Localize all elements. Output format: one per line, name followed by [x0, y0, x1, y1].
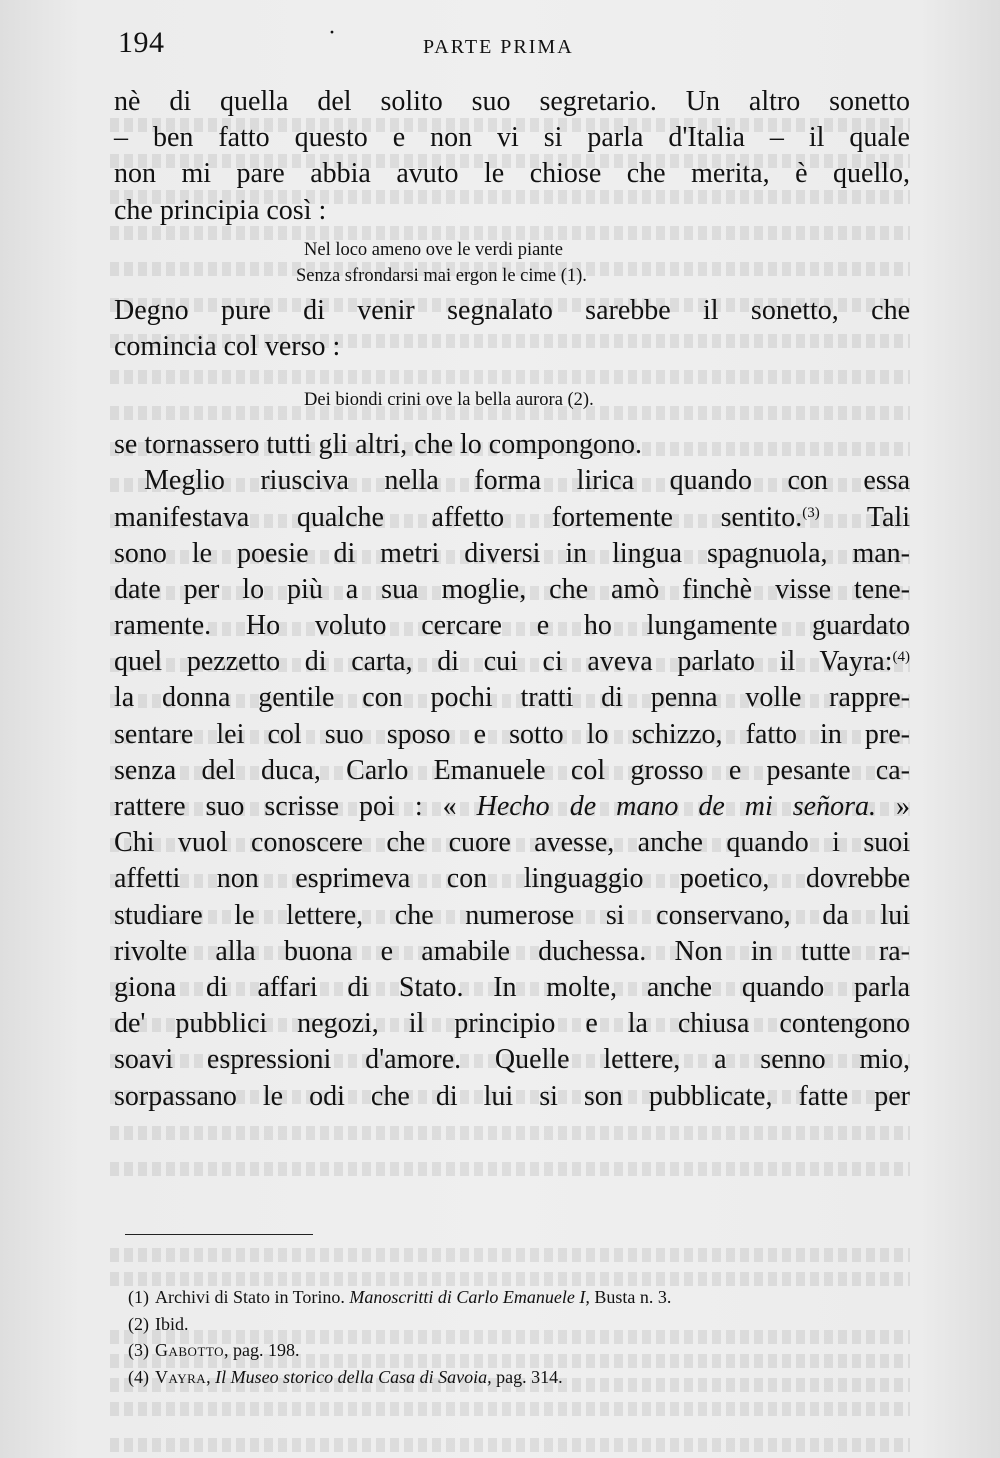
text-line: nè di quella del solito suo segretario. Un altro sonetto	[114, 86, 910, 117]
verse-line: Dei biondi crini ove la bella aurora (2).	[304, 390, 594, 411]
text-line: quel pezzetto di carta, di cui ci aveva parlato il Vayra:$^{(4)}$	[114, 646, 910, 678]
text-line: ramente. Ho voluto cercare e ho lungamente guardato	[114, 610, 910, 642]
verse-line: Nel loco ameno ove le verdi piante	[304, 239, 563, 260]
spanish-quotation: Hecho de mano de mi señora.	[476, 791, 876, 822]
verse-line: Senza sfrondarsi mai ergon le cime (1).	[296, 265, 587, 286]
running-head-title: PARTE PRIMA	[423, 36, 574, 58]
text-line: studiare le lettere, che numerose si conservano, da lui	[114, 899, 910, 931]
footnote-3: (3) Gabotto, pag. 198.	[128, 1340, 300, 1360]
footnote-ref-4: (4)	[892, 649, 910, 666]
footnote-rule	[125, 1234, 313, 1235]
text-line: senza del duca, Carlo Emanuele col grosso e pesante ca-	[114, 754, 910, 786]
verse-quotation-2	[304, 387, 910, 413]
text-line: sorpassano le odi che di lui si son pubblicate, fatte per	[114, 1080, 910, 1112]
text-line: date per lo più a sua moglie, che amò finchè visse tene-	[114, 573, 910, 605]
main-text	[114, 84, 910, 1115]
header-separator: ·	[328, 20, 336, 46]
page-number: 194	[118, 26, 165, 59]
text-line: manifestava qualche affetto fortemente sentito.$^{(3)}$ Tali	[114, 501, 910, 533]
text-line: de' pubblici negozi, il principio e la chiusa contengono	[114, 1008, 910, 1040]
text-line: Meglio riusciva nella forma lirica quando con essa	[144, 465, 910, 497]
text-line: non mi pare abbia avuto le chiose che merita, è quello,	[114, 158, 910, 190]
footnote-4: (4) Vayra, Il Museo storico della Casa di Savoia, pag. 314.	[128, 1366, 563, 1387]
running-header	[118, 20, 908, 62]
text-line: sono le poesie di metri diversi in lingua spagnuola, man-	[114, 537, 910, 569]
text-line: rattere suo scrisse poi : « Hecho de mano de mi señora. »	[114, 791, 911, 822]
text-line: se tornassero tutti gli altri, che lo compongono.	[114, 429, 643, 461]
text-line: rivolte alla buona e amabile duchessa. Non in tutte ra-	[114, 935, 910, 967]
footnotes	[128, 1284, 908, 1390]
text-line: Chi vuol conoscere che cuore avesse, anche quando i suoi	[114, 827, 910, 859]
text-line: Degno pure di venir segnalato sarebbe il sonetto, che	[114, 294, 910, 326]
text-line: sentare lei col suo sposo e sotto lo schizzo, fatto in pre-	[114, 718, 910, 750]
text-line: comincia col verso :	[114, 330, 341, 362]
text-line: giona di affari di Stato. In molte, anche quando parla	[114, 971, 910, 1003]
text-line: affetti non esprimeva con linguaggio poetico, dovrebbe	[114, 863, 910, 895]
footnote-1: (1) Archivi di Stato in Torino. Manoscritti di Carlo Emanuele I, Busta n. 3.	[128, 1287, 672, 1307]
text-line: soavi espressioni d'amore. Quelle lettere, a senno mio,	[114, 1044, 910, 1076]
text-line: – ben fatto questo e non vi si parla d'Italia – il quale	[114, 122, 910, 154]
verse-quotation-1	[296, 237, 910, 289]
text-line: che principia così :	[114, 194, 327, 226]
footnote-ref-3: (3)	[802, 504, 820, 521]
footnote-2: (2) Ibid.	[128, 1313, 189, 1334]
text-line: la donna gentile con pochi tratti di penna volle rappre-	[114, 682, 910, 714]
